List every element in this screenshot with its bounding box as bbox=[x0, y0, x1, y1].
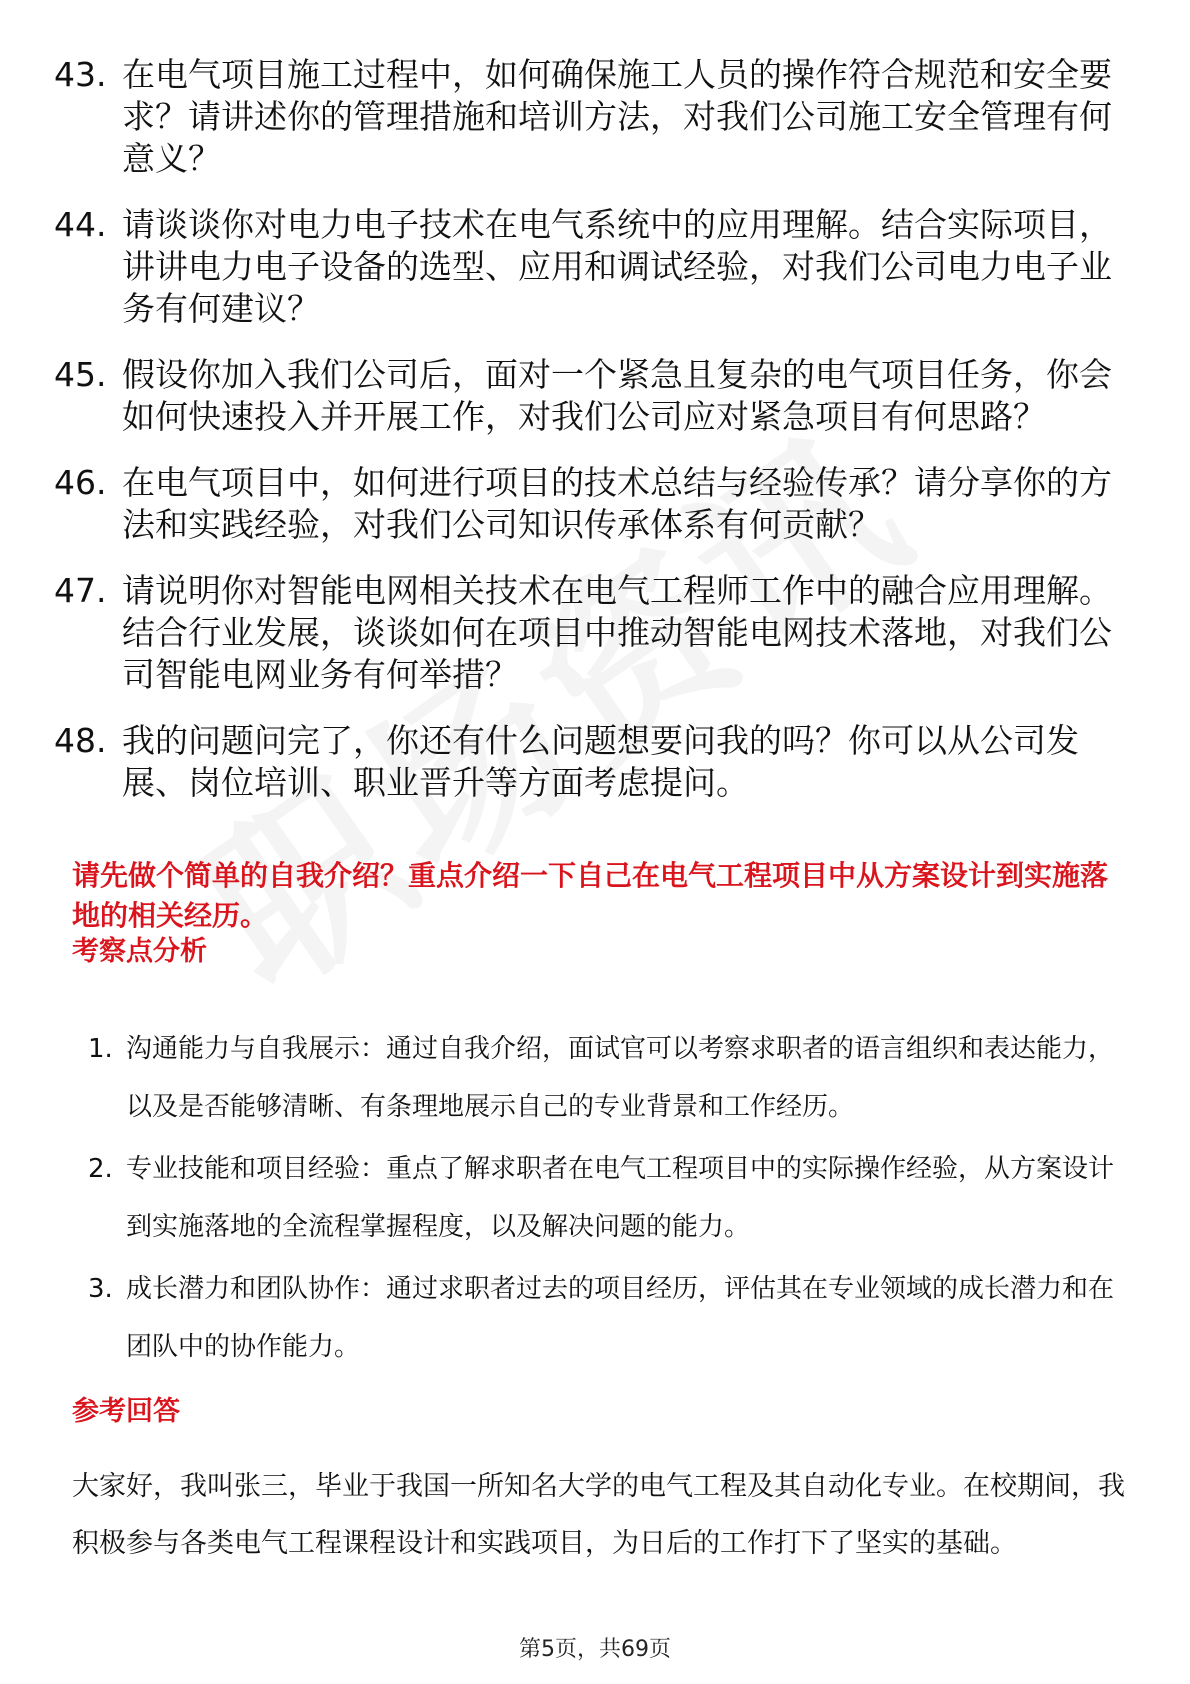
answer-paragraph: 大家好，我叫张三，毕业于我国一所知名大学的电气工程及其自动化专业。在校期间，我积极参与各类电气工程课程设计和实践项目，为日后的工作打下了坚实的基础。 bbox=[72, 1471, 1125, 1559]
question-item bbox=[54, 720, 1144, 804]
analysis-number: 2. bbox=[88, 1154, 113, 1184]
question-number: 45. bbox=[54, 355, 107, 394]
question-text: 请谈谈你对电力电子技术在电气系统中的应用理解。结合实际项目，讲讲电力电子设备的选型、应用和调试经验，对我们公司电力电子业务有何建议？ bbox=[122, 205, 1112, 328]
question-number: 48. bbox=[54, 721, 107, 760]
intro-question-heading: 请先做个简单的自我介绍？重点介绍一下自己在电气工程项目中从方案设计到实施落地的相关经历。 bbox=[72, 859, 1109, 932]
question-list bbox=[54, 54, 1144, 828]
analysis-item bbox=[88, 1020, 1128, 1136]
question-text: 假设你加入我们公司后，面对一个紧急且复杂的电气项目任务，你会如何快速投入并开展工作，对我们公司应对紧急项目有何思路？ bbox=[122, 355, 1112, 436]
question-number: 43. bbox=[54, 55, 107, 94]
question-text: 请说明你对智能电网相关技术在电气工程师工作中的融合应用理解。结合行业发展，谈谈如何在项目中推动智能电网技术落地，对我们公司智能电网业务有何举措？ bbox=[122, 571, 1112, 694]
question-item bbox=[54, 54, 1144, 180]
analysis-title: 考察点分析 bbox=[72, 936, 207, 967]
question-item bbox=[54, 462, 1144, 546]
question-item bbox=[54, 570, 1144, 696]
question-number: 46. bbox=[54, 463, 107, 502]
question-text: 我的问题问完了，你还有什么问题想要问我的吗？你可以从公司发展、岗位培训、职业晋升等方面考虑提问。 bbox=[122, 721, 1079, 802]
analysis-text: 成长潜力和团队协作：通过求职者过去的项目经历，评估其在专业领域的成长潜力和在团队中的协作能力。 bbox=[126, 1274, 1115, 1362]
question-text: 在电气项目施工过程中，如何确保施工人员的操作符合规范和安全要求？请讲述你的管理措施和培训方法，对我们公司施工安全管理有何意义？ bbox=[122, 55, 1112, 178]
question-item bbox=[54, 204, 1144, 330]
analysis-text: 专业技能和项目经验：重点了解求职者在电气工程项目中的实际操作经验，从方案设计到实施落地的全流程掌握程度，以及解决问题的能力。 bbox=[126, 1154, 1115, 1242]
analysis-number: 1. bbox=[88, 1034, 113, 1064]
analysis-text: 沟通能力与自我展示：通过自我介绍，面试官可以考察求职者的语言组织和表达能力，以及是否能够清晰、有条理地展示自己的专业背景和工作经历。 bbox=[126, 1034, 1115, 1122]
question-text: 在电气项目中，如何进行项目的技术总结与经验传承？请分享你的方法和实践经验，对我们公司知识传承体系有何贡献？ bbox=[122, 463, 1112, 544]
analysis-item bbox=[88, 1260, 1128, 1376]
analysis-item bbox=[88, 1140, 1128, 1256]
analysis-number: 3. bbox=[88, 1274, 113, 1304]
question-item bbox=[54, 354, 1144, 438]
page-number-footer: 第5页，共69页 bbox=[519, 1637, 671, 1662]
question-number: 44. bbox=[54, 205, 107, 244]
question-number: 47. bbox=[54, 571, 107, 610]
analysis-list bbox=[88, 1020, 1128, 1376]
answer-title: 参考回答 bbox=[72, 1396, 180, 1427]
